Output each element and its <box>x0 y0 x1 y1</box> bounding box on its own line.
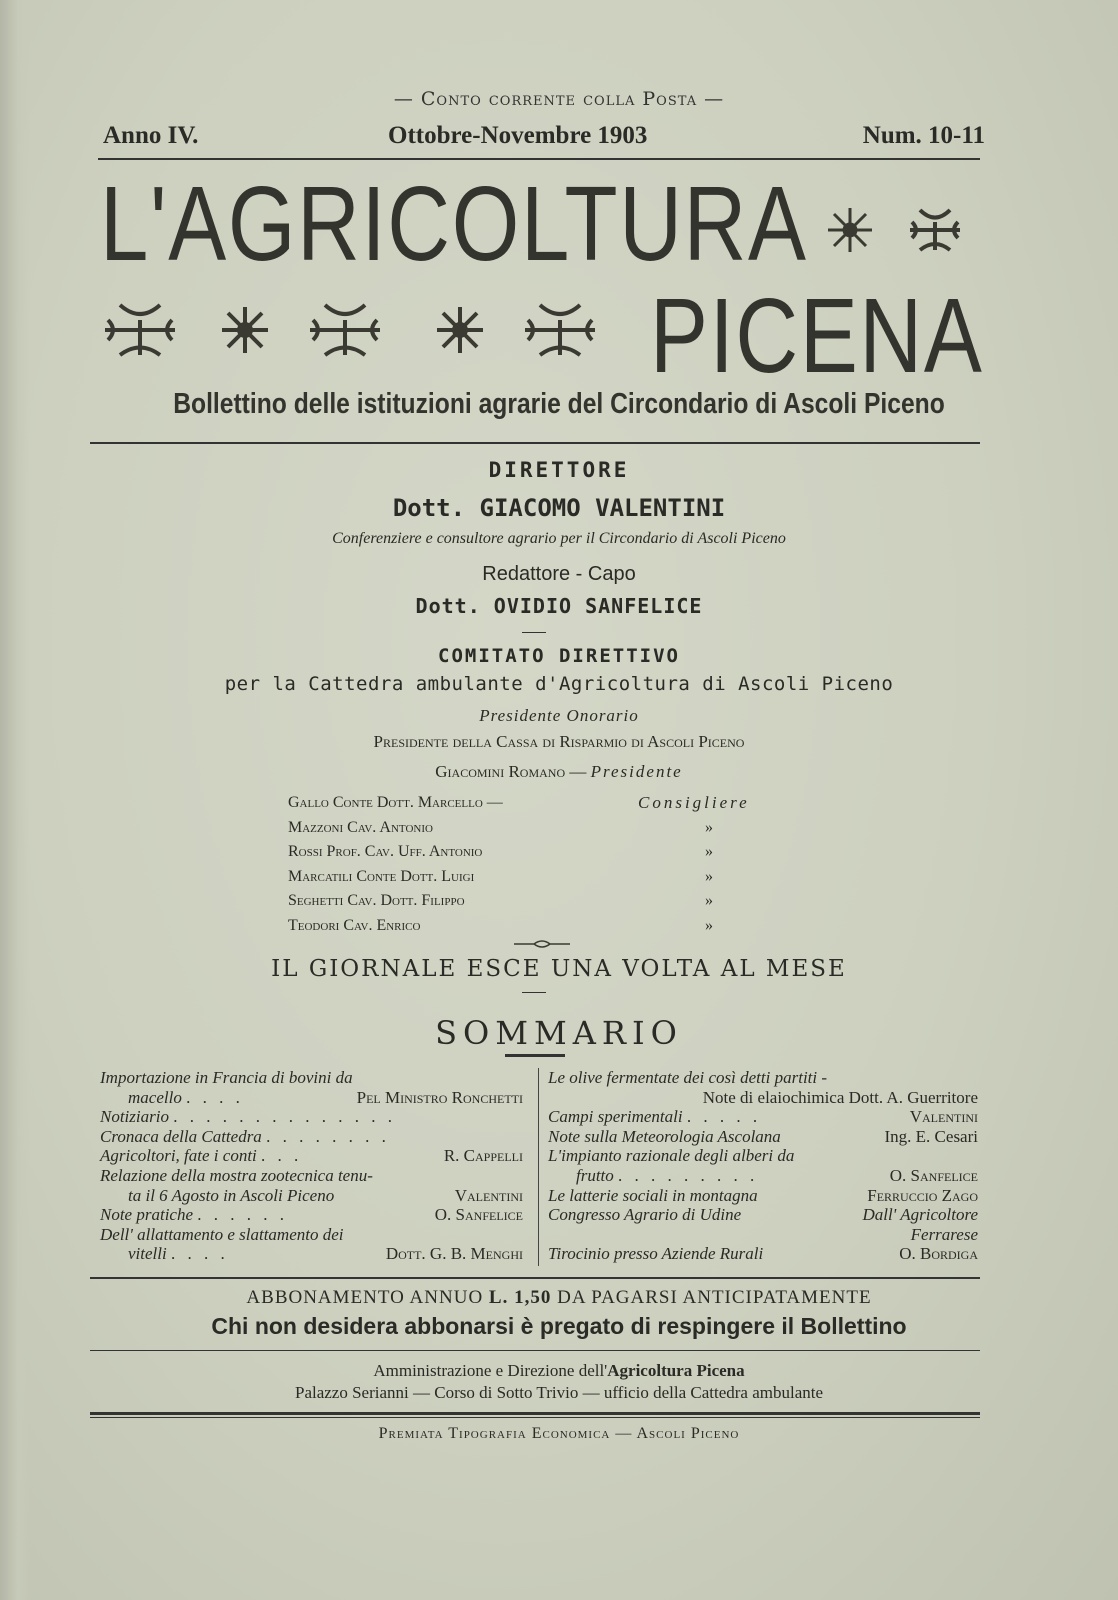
issue-date: Ottobre-Novembre 1903 <box>388 122 648 149</box>
toc-column-left <box>100 1068 523 1264</box>
toc-entry <box>100 1186 523 1206</box>
toc-dots: . . . . <box>170 1244 229 1264</box>
redattore-heading: Redattore - Capo <box>482 563 636 585</box>
toc-title: Note pratiche <box>100 1205 194 1225</box>
issue-meta <box>103 122 985 152</box>
ditto-mark: » <box>705 867 713 885</box>
table-of-contents <box>100 1068 978 1266</box>
redattore-name: Dott. OVIDIO SANFELICE <box>415 594 703 618</box>
toc-entry <box>100 1146 523 1166</box>
member-name: Rossi Prof. Cav. Uff. Antonio <box>288 843 483 860</box>
toc-title: Notiziario <box>100 1107 169 1127</box>
admin-journal-name: Agricoltura Picena <box>607 1361 745 1380</box>
toc-author: O. Sanfelice <box>434 1205 523 1225</box>
page-edge <box>0 0 30 1600</box>
sommario-heading: SOMMARIO <box>435 1014 683 1052</box>
toc-entry <box>548 1166 978 1186</box>
toc-author: O. Bordiga <box>899 1244 978 1264</box>
toc-entry <box>548 1205 978 1225</box>
printer-credit: Premiata Tipografia Economica — Ascoli Piceno <box>378 1425 740 1442</box>
direttore-name: Dott. GIACOMO VALENTINI <box>392 494 726 522</box>
member-row <box>288 866 788 891</box>
toc-dots: . . . . . . <box>197 1205 289 1225</box>
column-divider <box>538 1068 539 1266</box>
toc-entry <box>548 1127 978 1147</box>
toc-title: vitelli <box>128 1244 167 1264</box>
subscription-text-b: DA PAGARSI ANTICIPATAMENTE <box>557 1287 872 1308</box>
masthead-subtitle: Bollettino delle istituzioni agrarie del Circondario di Ascoli Piceno <box>173 388 945 420</box>
toc-title: ta il 6 Agosto in Ascoli Piceno <box>128 1185 335 1205</box>
toc-entry <box>548 1088 978 1108</box>
toc-author: Ferruccio Zago <box>867 1185 978 1205</box>
small-divider <box>522 632 546 633</box>
ditto-mark: » <box>705 843 713 860</box>
toc-entry <box>548 1186 978 1206</box>
toc-title: L'impianto razionale degli alberi da <box>548 1146 795 1166</box>
sommario-underline <box>505 1054 565 1057</box>
toc-title: Cronaca della Cattedra <box>100 1126 262 1146</box>
presidente-onorario-label: Presidente Onorario <box>479 706 639 725</box>
ditto-mark: » <box>705 916 713 934</box>
subtitle-rule <box>90 442 980 444</box>
member-role: Consigliere <box>638 793 750 812</box>
member-row <box>288 841 788 866</box>
admin-address: Palazzo Serianni — Corso di Sotto Trivio — ufficio della Cattedra ambulante <box>294 1383 824 1402</box>
member-name: Seghetti Cav. Dott. Filippo <box>288 892 465 909</box>
toc-entry <box>100 1127 523 1147</box>
member-name: Marcatili Conte Dott. Luigi <box>288 867 475 885</box>
toc-entry <box>100 1068 523 1088</box>
sommario-bottom-rule <box>90 1277 980 1279</box>
footer-rule <box>90 1412 980 1415</box>
toc-entry <box>100 1225 523 1245</box>
toc-author: R. Cappelli <box>443 1146 523 1166</box>
toc-author: Dall' Agricoltore <box>862 1205 978 1225</box>
return-notice: Chi non desidera abbonarsi è pregato di respingere il Bollettino <box>211 1313 907 1339</box>
footer-rule-thin <box>90 1417 980 1418</box>
toc-author: Dott. G. B. Menghi <box>385 1244 523 1264</box>
member-row <box>288 792 788 817</box>
admin-rule <box>90 1350 980 1351</box>
toc-entry <box>100 1088 523 1108</box>
toc-title: frutto <box>576 1165 614 1185</box>
toc-title: Campi sperimentali <box>548 1107 683 1127</box>
comitato-heading: COMITATO DIRETTIVO <box>438 645 680 667</box>
member-row <box>288 817 788 842</box>
toc-dots: . . . <box>261 1146 303 1166</box>
toc-author: Valentini <box>454 1185 523 1205</box>
masthead-title-line2: PICENA <box>650 277 984 395</box>
toc-entry <box>100 1166 523 1186</box>
toc-entry <box>548 1244 978 1264</box>
toc-entry <box>548 1225 978 1245</box>
subscription-price: L. 1,50 <box>488 1287 552 1308</box>
flower-ornament-icon <box>820 200 980 260</box>
toc-entry <box>548 1107 978 1127</box>
toc-title: Le olive fermentate dei così detti partiti - <box>548 1068 828 1087</box>
toc-dots: . . . . . . . . <box>266 1126 390 1146</box>
toc-author: Pel Ministro Ronchetti <box>356 1087 523 1107</box>
comitato-subheading: per la Cattedra ambulante d'Agricoltura di Ascoli Piceno <box>224 673 894 695</box>
toc-author: Ing. E. Cesari <box>884 1126 978 1146</box>
presidente-name: Giacomini Romano — <box>435 762 587 781</box>
toc-title: Tirocinio presso Aziende Rurali <box>548 1244 764 1264</box>
toc-dots: . . . . . <box>686 1107 762 1127</box>
ditto-mark: » <box>705 892 713 909</box>
presidente-line <box>0 762 1118 782</box>
toc-title: Congresso Agrario di Udine <box>548 1205 742 1225</box>
toc-title: Relazione della mostra zootecnica tenu- <box>100 1165 373 1185</box>
member-name: Teodori Cav. Enrico <box>288 916 421 934</box>
member-name: Mazzoni Cav. Antonio <box>288 818 433 836</box>
toc-title: macello <box>128 1087 182 1107</box>
toc-author: Ferrarese <box>910 1224 978 1244</box>
toc-title: Agricoltori, fate i conti <box>100 1146 257 1166</box>
toc-entry <box>100 1205 523 1225</box>
small-divider <box>522 992 546 993</box>
presidente-role: Presidente <box>590 762 683 781</box>
issue-year: Anno IV. <box>103 122 199 149</box>
toc-entry <box>548 1146 978 1166</box>
subscription-text-a: ABBONAMENTO ANNUO <box>246 1287 484 1308</box>
direttore-heading: DIRETTORE <box>488 458 630 482</box>
masthead-title-line1: L'AGRICOLTURA <box>100 165 808 283</box>
toc-author: Note di elaiochimica Dott. A. Guerritore <box>702 1087 978 1107</box>
issue-number: Num. 10-11 <box>862 122 985 149</box>
toc-title: Le latterie sociali in montagna <box>548 1185 758 1205</box>
toc-author: O. Sanfelice <box>889 1165 978 1185</box>
member-row <box>288 915 788 940</box>
toc-title: Importazione in Francia di bovini da <box>100 1068 353 1087</box>
admin-text: Amministrazione e Direzione dell' <box>373 1361 608 1380</box>
toc-dots: . . . . <box>186 1087 244 1107</box>
header-rule <box>98 158 980 160</box>
flourish-divider-icon <box>512 938 572 950</box>
presidente-onorario: Presidente della Cassa di Risparmio di Ascoli Piceno <box>373 732 745 751</box>
frequency-notice: IL GIORNALE ESCE UNA VOLTA AL MESE <box>271 956 847 982</box>
admin-line-1 <box>0 1361 1118 1381</box>
ditto-mark: » <box>705 818 713 836</box>
toc-dots: . . . . . . . . . . . . . . <box>173 1107 396 1127</box>
toc-entry <box>548 1068 978 1088</box>
ornament-row-icon <box>100 295 640 365</box>
subscription-line <box>0 1287 1118 1309</box>
toc-entry <box>100 1107 523 1127</box>
toc-author: Valentini <box>909 1107 978 1127</box>
conto-corrente-line: — Conto corrente colla Posta — <box>393 88 725 110</box>
toc-title: Dell' allattamento e slattamento dei <box>100 1224 344 1244</box>
toc-title: Note sulla Meteorologia Ascolana <box>548 1126 781 1146</box>
toc-column-right <box>548 1068 978 1264</box>
member-row <box>288 890 788 915</box>
direttore-role: Conferenziere e consultore agrario per il Circondario di Ascoli Piceno <box>332 530 786 547</box>
toc-dots: . . . . . . . . . <box>618 1165 759 1185</box>
toc-entry <box>100 1244 523 1264</box>
member-name: Gallo Conte Dott. Marcello — <box>288 794 503 811</box>
member-list <box>288 792 788 939</box>
